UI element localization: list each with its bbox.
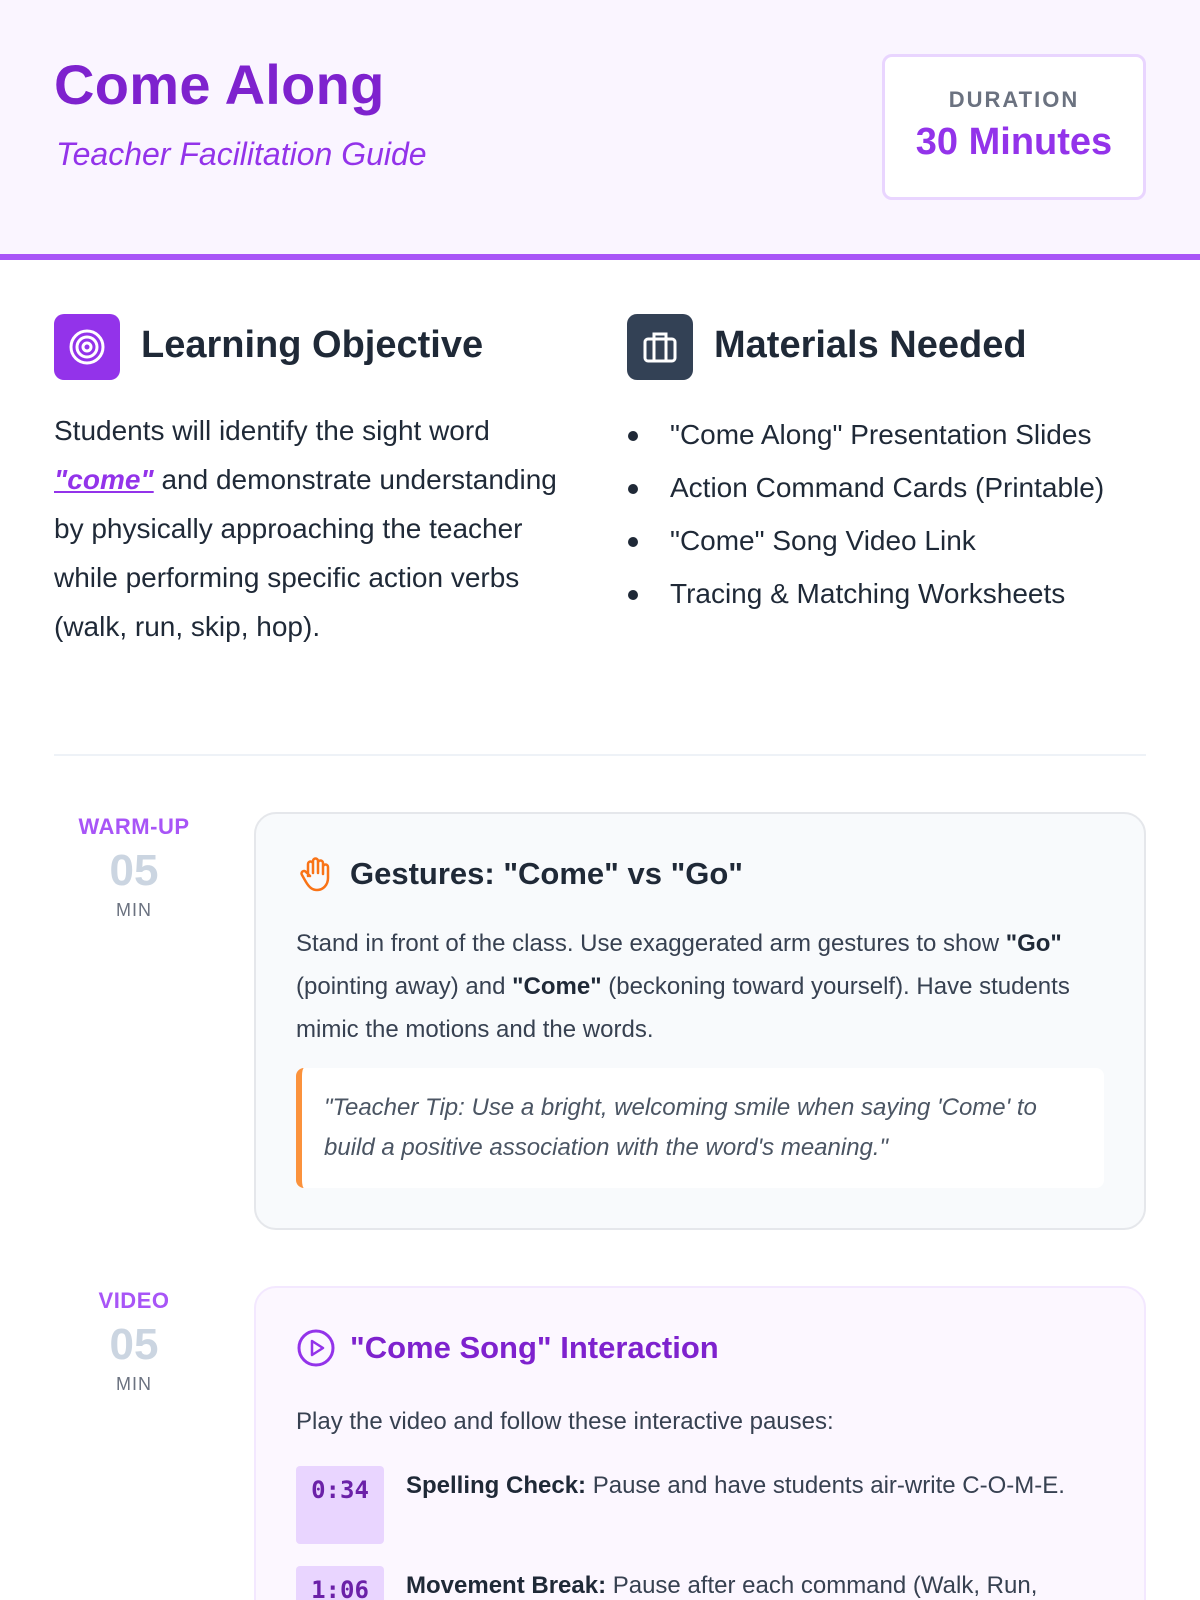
pause-label: Movement Break: <box>406 1572 607 1599</box>
list-item: "Come" Song Video Link <box>628 514 1188 567</box>
list-item: "Come Along" Presentation Slides <box>628 408 1188 461</box>
body-bold: "Come" <box>512 973 602 1000</box>
warmup-card <box>254 812 1146 1230</box>
pause-text <box>406 1466 1106 1544</box>
pause-row <box>296 1566 1116 1600</box>
page-subtitle: Teacher Facilitation Guide <box>56 136 427 172</box>
pause-desc: Pause after each command (Walk, Run, <box>606 1572 1038 1599</box>
target-icon <box>54 314 120 380</box>
step-label: VIDEO <box>98 1288 170 1313</box>
step-label: WARM-UP <box>78 814 190 839</box>
objective-keyword: "come" <box>54 464 154 495</box>
objective-text-part: and demonstrate understanding by physically approaching the teacher while performing specific action verbs (walk, run, skip, hop). <box>54 464 557 642</box>
pause-row <box>296 1466 1116 1544</box>
card-header <box>296 854 743 894</box>
timestamp-badge: 0:34 <box>296 1466 384 1544</box>
card-title: Gestures: "Come" vs "Go" <box>350 856 744 891</box>
duration-value: 30 Minutes <box>915 121 1113 163</box>
timeline-warmup <box>54 814 214 921</box>
materials-title: Materials Needed <box>714 324 1027 366</box>
briefcase-icon <box>627 314 693 380</box>
duration-label: DURATION <box>948 87 1080 112</box>
objective-text-part: Students will identify the sight word <box>54 415 490 446</box>
materials-list <box>628 408 1188 620</box>
step-minutes: 05 <box>109 846 159 895</box>
body-text: Stand in front of the class. Use exaggerated arm gestures to show <box>296 930 1006 957</box>
duration-card <box>882 54 1146 200</box>
objective-text <box>54 406 584 651</box>
body-bold: "Go" <box>1005 930 1062 957</box>
card-title: "Come Song" Interaction <box>350 1330 719 1365</box>
play-circle-icon <box>296 1328 336 1368</box>
pause-desc: Pause and have students air-write C-O-M-E. <box>586 1472 1065 1499</box>
pause-text <box>406 1566 1106 1600</box>
body-text: (beckoning toward yourself). Have students mimic the motions and the words. <box>296 973 1070 1043</box>
objective-title: Learning Objective <box>141 324 484 366</box>
timeline-video <box>54 1288 214 1395</box>
video-card <box>254 1286 1146 1600</box>
step-unit: MIN <box>116 900 152 920</box>
pause-label: Spelling Check: <box>406 1472 587 1499</box>
page-header <box>0 0 1200 260</box>
card-body <box>296 922 1108 1051</box>
teacher-tip: "Teacher Tip: Use a bright, welcoming smile when saying 'Come' to build a positive association with the word's meaning." <box>296 1068 1104 1188</box>
card-header <box>296 1328 719 1368</box>
step-minutes: 05 <box>109 1320 159 1369</box>
list-item: Tracing & Matching Worksheets <box>628 567 1188 620</box>
page-title: Come Along <box>54 53 385 116</box>
section-divider <box>54 754 1146 756</box>
list-item: Action Command Cards (Printable) <box>628 461 1188 514</box>
card-intro: Play the video and follow these interactive pauses: <box>296 1408 834 1435</box>
body-text: (pointing away) and <box>296 973 513 1000</box>
hand-icon <box>296 854 336 894</box>
step-unit: MIN <box>116 1374 152 1394</box>
timestamp-badge: 1:06 <box>296 1566 384 1600</box>
